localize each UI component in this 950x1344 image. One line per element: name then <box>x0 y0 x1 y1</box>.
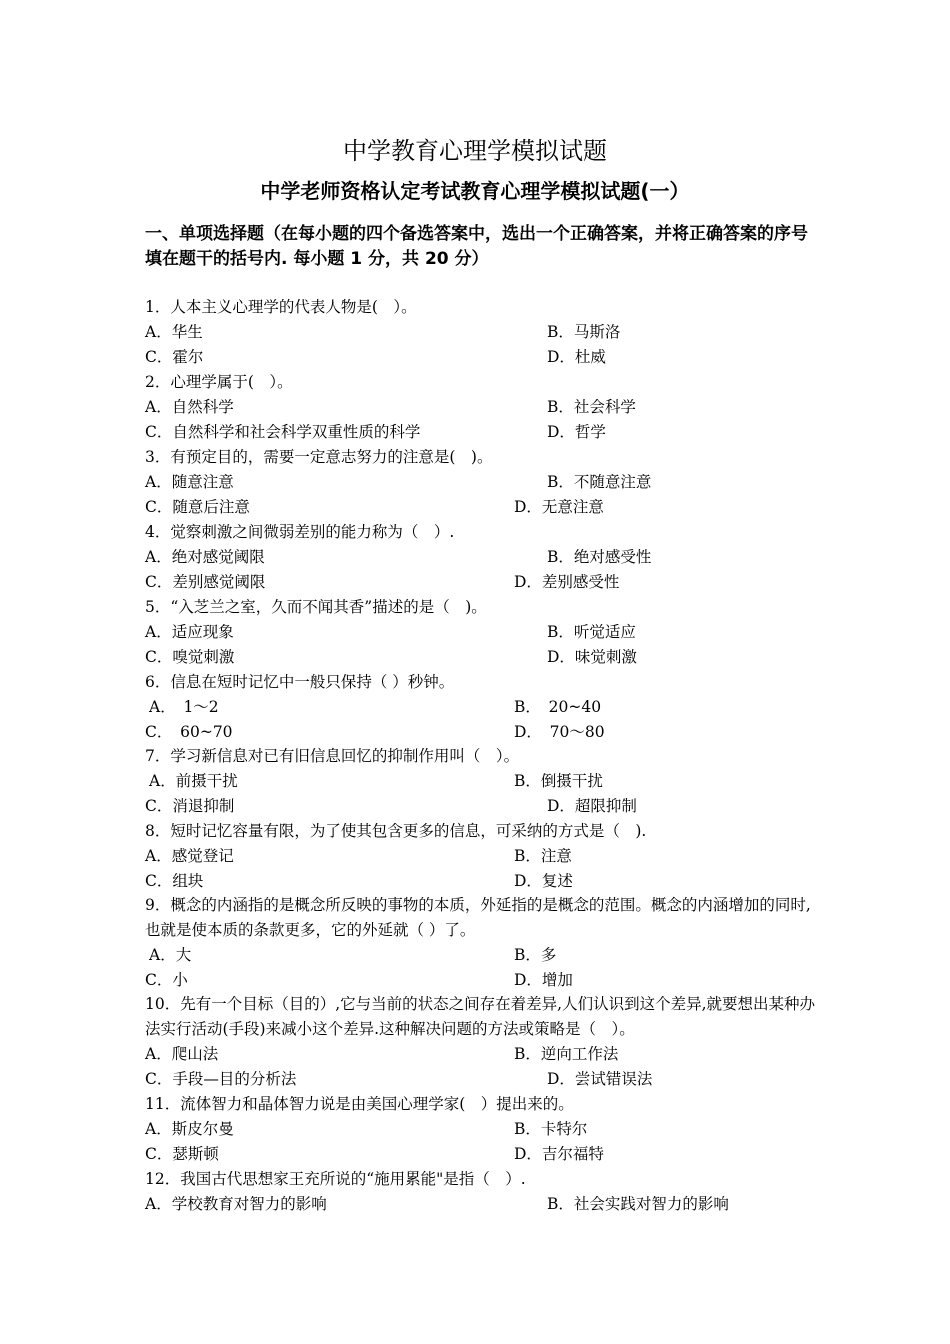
option-a: A．感觉登记 <box>145 847 234 865</box>
option-d: D．味觉刺激 <box>547 648 637 666</box>
option-a: A．随意注意 <box>145 473 234 491</box>
option-b: B．卡特尔 <box>514 1120 588 1138</box>
option-b: B．注意 <box>514 847 572 865</box>
option-d: D． 70～80 <box>514 723 605 741</box>
option-c: C． 60~70 <box>145 723 233 741</box>
option-a: A．学校教育对智力的影响 <box>145 1195 327 1213</box>
option-d: D．尝试错误法 <box>547 1070 653 1088</box>
option-b: B．社会科学 <box>547 398 636 416</box>
option-c: C．小 <box>145 971 188 989</box>
option-b: B．听觉适应 <box>547 623 636 641</box>
option-d: D．吉尔福特 <box>514 1145 604 1163</box>
question-stem: 6．信息在短时记忆中一般只保持（ ）秒钟。 <box>145 673 455 691</box>
option-b: B．社会实践对智力的影响 <box>547 1195 729 1213</box>
question-stem: 5．“入芝兰之室，久而不闻其香”描述的是（ )。 <box>145 598 487 616</box>
option-c: C．消退抑制 <box>145 797 235 815</box>
option-c: C．嗅觉刺激 <box>145 648 235 666</box>
document-subtitle: 中学老师资格认定考试教育心理学模拟试题(一） <box>260 179 690 203</box>
option-a: A．适应现象 <box>145 623 234 641</box>
option-c: C．随意后注意 <box>145 498 250 516</box>
question-stem: 7．学习新信息对已有旧信息回忆的抑制作用叫（ ）。 <box>145 747 520 765</box>
option-b: B．绝对感受性 <box>547 548 652 566</box>
question-stem: 10．先有一个目标（目的）,它与当前的状态之间存在着差异,人们认识到这个差异,就要想出某种办法实行活动(手段)来减小这个差异.这种解决问题的方法或策略是（ ）。 <box>145 995 816 1038</box>
option-c: C．组块 <box>145 872 204 890</box>
option-d: D．超限抑制 <box>547 797 637 815</box>
option-b: B． 20~40 <box>514 698 602 716</box>
option-a: A． 1～2 <box>149 698 219 716</box>
option-b: B．不随意注意 <box>547 473 652 491</box>
question-stem: 9．概念的内涵指的是概念所反映的事物的本质，外延指的是概念的范围。概念的内涵增加的同时,也就是使本质的条款更多，它的外延就（ ）了。 <box>145 896 811 939</box>
option-a: A．斯皮尔曼 <box>145 1120 234 1138</box>
option-a: A．华生 <box>145 323 203 341</box>
option-c: C．瑟斯顿 <box>145 1145 219 1163</box>
option-c: C．自然科学和社会科学双重性质的科学 <box>145 423 421 441</box>
question-stem: 2．心理学属于( ）。 <box>145 373 293 391</box>
option-a: A．前摄干扰 <box>149 772 238 790</box>
option-b: B．多 <box>514 946 557 964</box>
option-a: A．大 <box>149 946 192 964</box>
option-d: D．杜威 <box>547 348 606 366</box>
question-stem: 11．流体智力和晶体智力说是由美国心理学家( ）提出来的。 <box>145 1095 574 1113</box>
option-d: D．哲学 <box>547 423 606 441</box>
option-a: A．爬山法 <box>145 1045 219 1063</box>
option-d: D．差别感受性 <box>514 573 620 591</box>
section-heading: 一、单项选择题（在每小题的四个备选答案中，选出一个正确答案，并将正确答案的序号填在题干的括号内. 每小题 1 分，共 20 分） <box>145 224 808 269</box>
question-stem: 8．短时记忆容量有限，为了使其包含更多的信息，可采纳的方式是（ ). <box>145 822 647 840</box>
question-stem: 4．觉察刺激之间微弱差别的能力称为（ ）. <box>145 523 455 541</box>
option-c: C．差别感觉阈限 <box>145 573 266 591</box>
option-a: A．自然科学 <box>145 398 234 416</box>
document-title: 中学教育心理学模拟试题 <box>343 137 607 165</box>
option-c: C．手段—目的分析法 <box>145 1070 297 1088</box>
option-d: D．复述 <box>514 872 573 890</box>
option-d: D．增加 <box>514 971 573 989</box>
question-stem: 12．我国古代思想家王充所说的“施用累能"是指（ ）. <box>145 1170 526 1188</box>
option-b: B．倒摄干扰 <box>514 772 603 790</box>
question-stem: 3．有预定目的，需要一定意志努力的注意是( )。 <box>145 448 493 466</box>
option-c: C．霍尔 <box>145 348 204 366</box>
question-stem: 1．人本主义心理学的代表人物是( ）。 <box>145 298 417 316</box>
option-b: B．逆向工作法 <box>514 1045 619 1063</box>
option-a: A．绝对感觉阈限 <box>145 548 265 566</box>
option-d: D．无意注意 <box>514 498 604 516</box>
option-b: B．马斯洛 <box>547 323 621 341</box>
